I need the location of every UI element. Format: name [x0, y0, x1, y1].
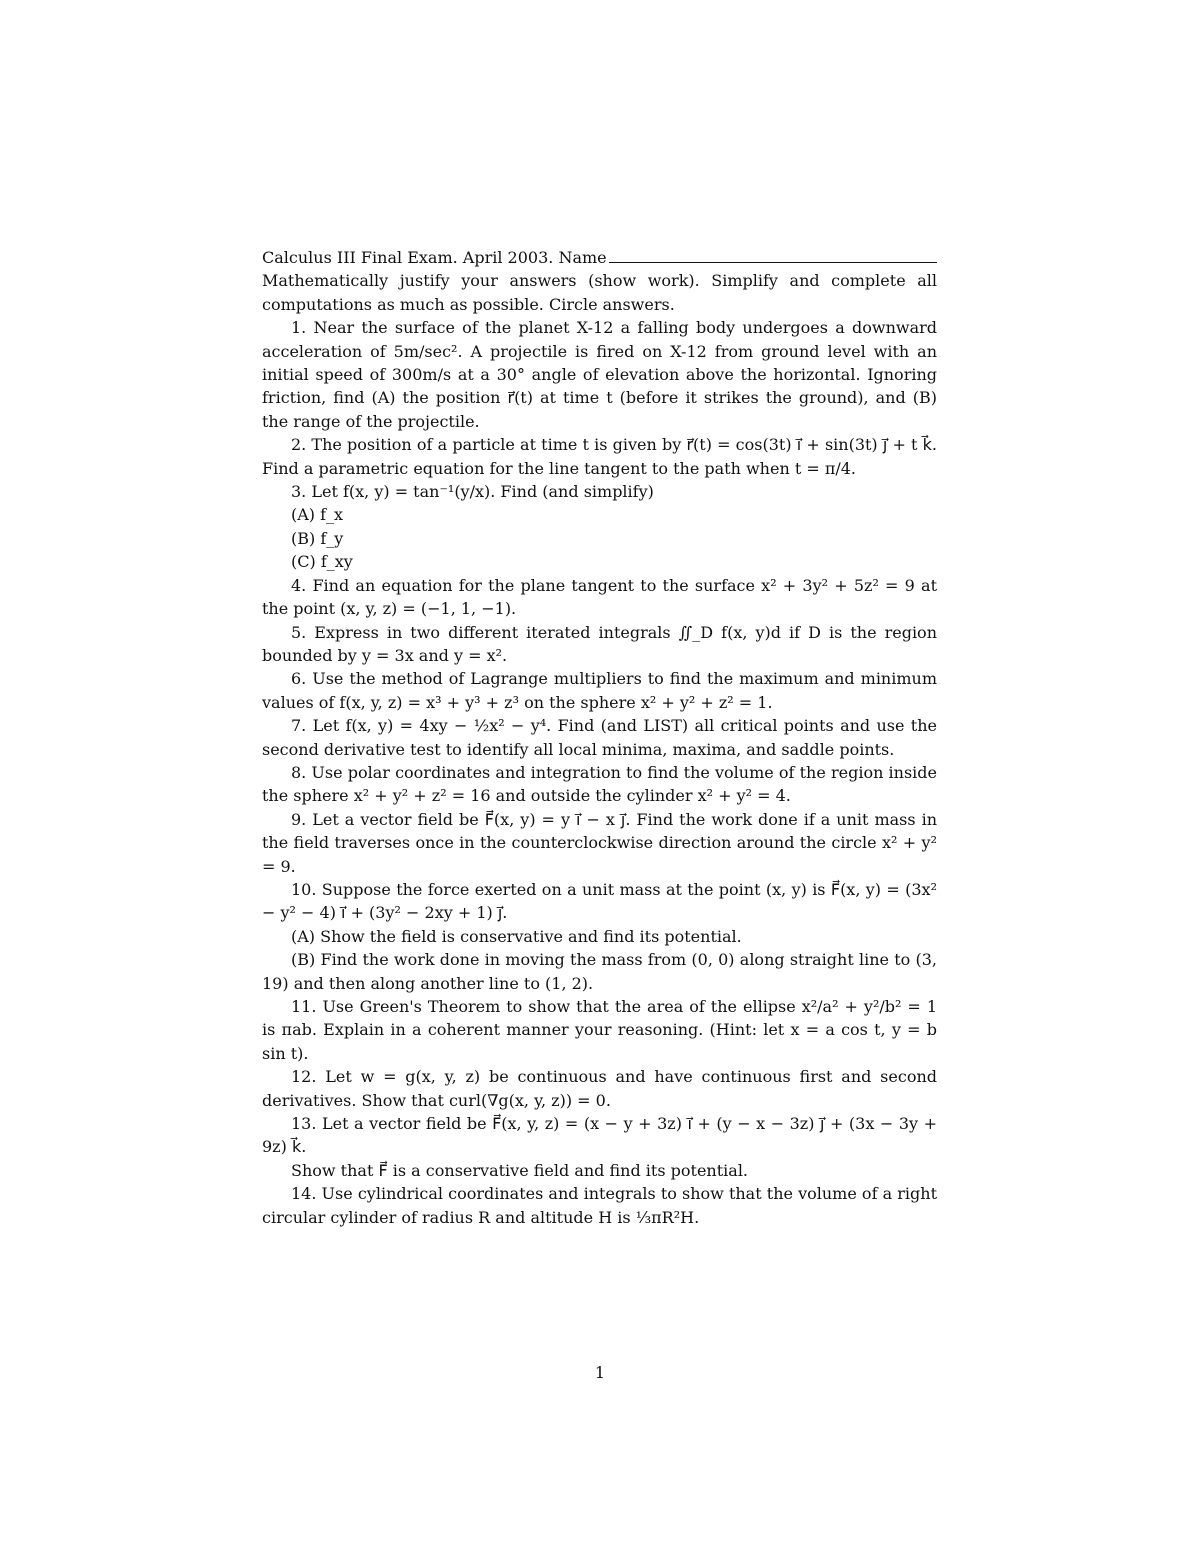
problem-3-part-a: (A) f_x [291, 505, 344, 525]
instructions: Mathematically justify your answers (show work). Simplify and complete all computations as much as possible. Circle answers. [262, 271, 937, 314]
exam-page [262, 246, 937, 1229]
problem-6: 6. Use the method of Lagrange multipliers to find the maximum and minimum values of f(x, y, z) = x³ + y³ + z³ on the sphere x² + y² + z² = 1. [262, 669, 937, 712]
problem-2: 2. The position of a particle at time t is given by r⃗(t) = cos(3t) i⃗ + sin(3t) j⃗ + t k⃗. Find a parametric equation for the line tangent to the path when t = π/4. [262, 435, 937, 478]
problem-7: 7. Let f(x, y) = 4xy − ½x² − y⁴. Find (and LIST) all critical points and use the second derivative test to identify all local minima, maxima, and saddle points. [262, 716, 937, 759]
problem-13-followup: Show that F⃗ is a conservative field and find its potential. [291, 1160, 749, 1180]
problem-1: 1. Near the surface of the planet X-12 a falling body undergoes a downward acceleration of 5m/sec². A projectile is fired on X-12 from ground level with an initial speed of 300m/s at a 30° angle of elevation above the horizontal. Ignoring friction, find (A) the position r⃗(t) at time t (before it strikes the ground), and (B) the range of the projectile. [262, 318, 937, 431]
problem-9: 9. Let a vector field be F⃗(x, y) = y i⃗ − x j⃗. Find the work done if a unit mass in the field traverses once in the counterclockwise direction around the circle x² + y² = 9. [262, 809, 937, 876]
problem-12: 12. Let w = g(x, y, z) be continuous and have continuous first and second derivatives. Show that curl(∇g(x, y, z)) = 0. [262, 1067, 937, 1110]
exam-header [262, 246, 937, 269]
problem-11: 11. Use Green's Theorem to show that the area of the ellipse x²/a² + y²/b² = 1 is πab. Explain in a coherent manner your reasoning. (Hint: let x = a cos t, y = b sin t). [262, 997, 937, 1063]
problem-10-part-b: (B) Find the work done in moving the mass from (0, 0) along straight line to (3, 19) and then along another line to (1, 2). [262, 950, 937, 993]
problem-3-part-c: (C) f_xy [291, 552, 353, 572]
name-blank-line [609, 246, 937, 263]
problem-4: 4. Find an equation for the plane tangent to the surface x² + 3y² + 5z² = 9 at the point (x, y, z) = (−1, 1, −1). [262, 575, 937, 619]
problem-3-part-b: (B) f_y [291, 528, 344, 548]
problem-10: 10. Suppose the force exerted on a unit mass at the point (x, y) is F⃗(x, y) = (3x² − y² − 4) i⃗ + (3y² − 2xy + 1) j⃗. [262, 879, 937, 923]
exam-title: Calculus III Final Exam. April 2003. Name [262, 248, 607, 267]
problem-8: 8. Use polar coordinates and integration to find the volume of the region inside the sphere x² + y² + z² = 16 and outside the cylinder x² + y² = 4. [262, 762, 937, 806]
problem-13: 13. Let a vector field be F⃗(x, y, z) = (x − y + 3z) i⃗ + (y − x − 3z) j⃗ + (3x − 3y + 9z) k⃗. [262, 1114, 937, 1157]
problem-10-part-a: (A) Show the field is conservative and find its potential. [291, 926, 742, 946]
problem-3: 3. Let f(x, y) = tan⁻¹(y/x). Find (and simplify) [291, 482, 654, 502]
problem-5: 5. Express in two different iterated integrals ∬_D f(x, y)d if D is the region bounded by y = 3x and y = x². [262, 622, 937, 665]
page-number: 1 [594, 1363, 606, 1382]
problem-14: 14. Use cylindrical coordinates and integrals to show that the volume of a right circular cylinder of radius R and altitude H is ⅓πR²H. [262, 1184, 937, 1227]
